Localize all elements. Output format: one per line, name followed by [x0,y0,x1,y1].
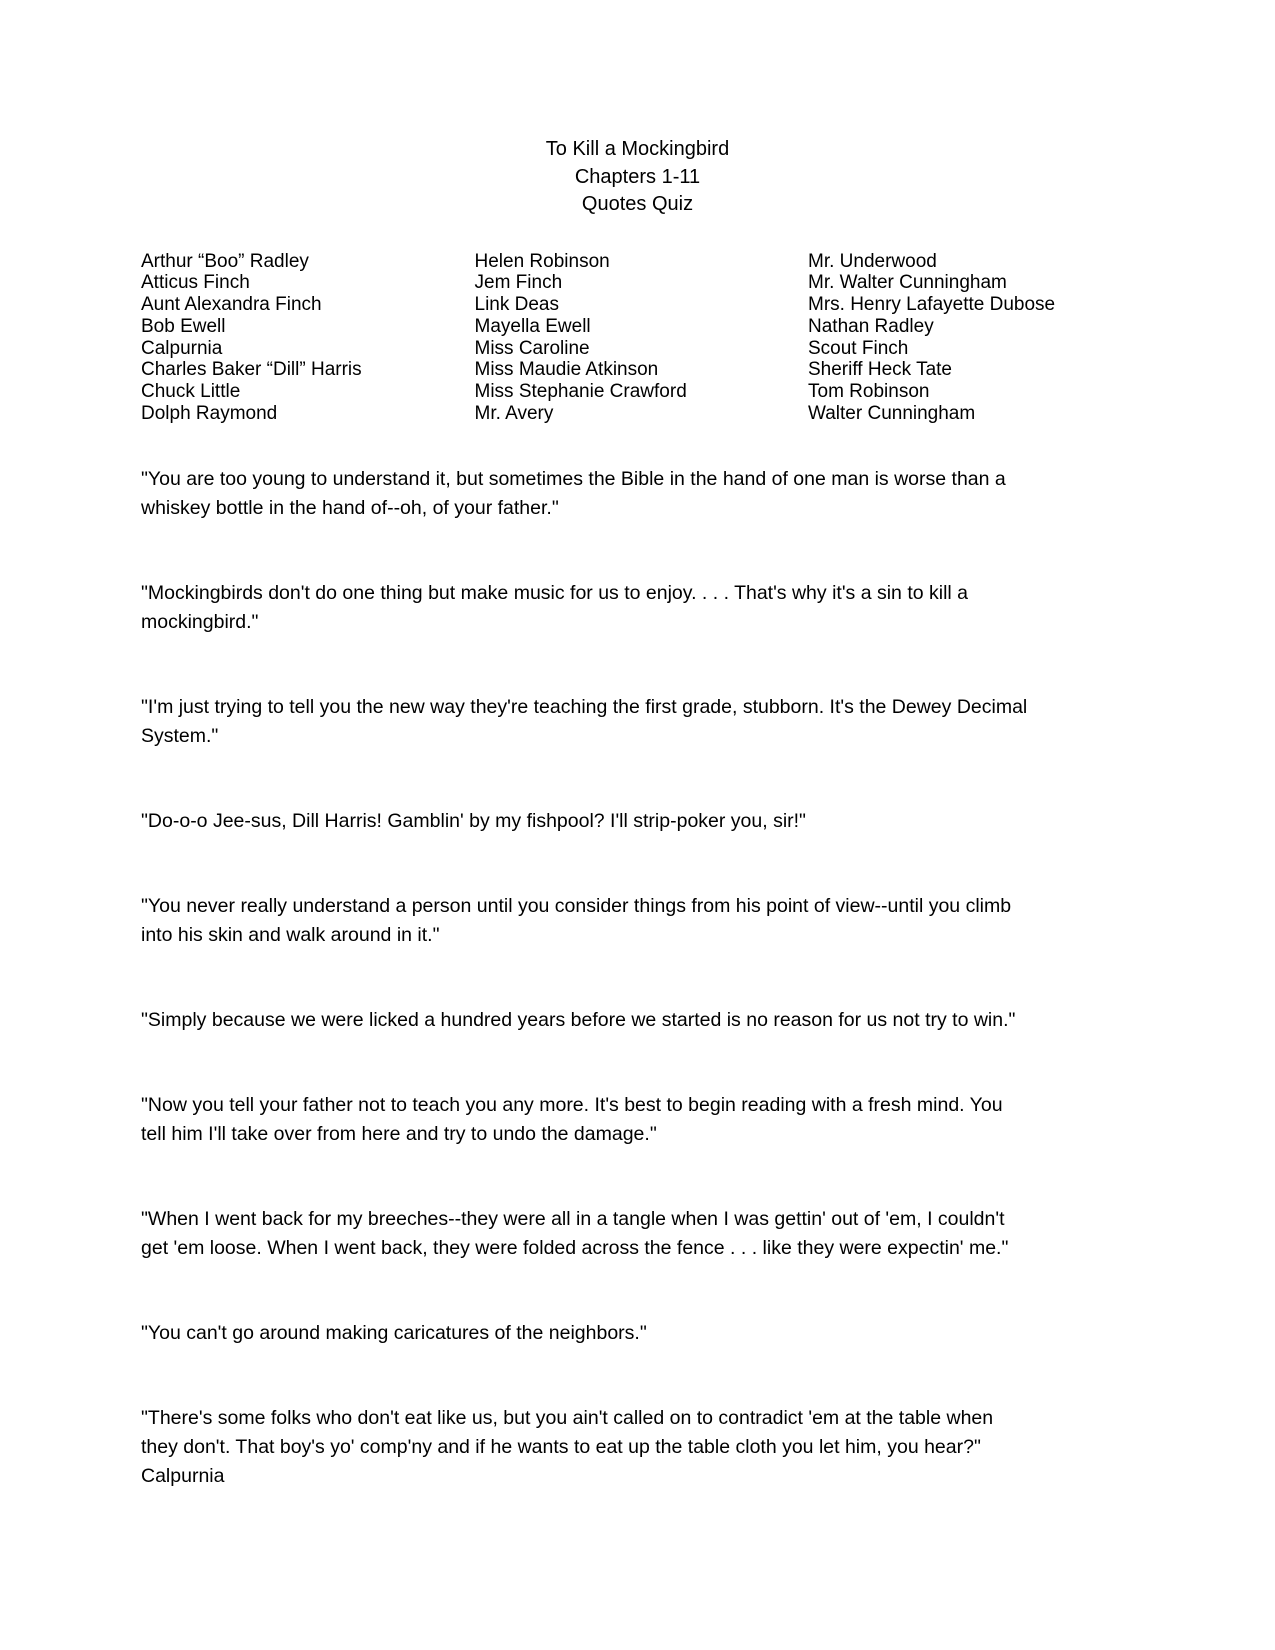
name-bank-column-2 [475,251,809,425]
quote-line: "There's some folks who don't eat like us, but you ain't called on to contradict 'em at the table when [141,1406,994,1429]
quote-paragraph [141,693,1134,751]
character-name: Link Deas [474,294,559,316]
quote-line: System." [141,724,219,747]
character-name: Mr. Avery [474,403,554,425]
quote-paragraph [141,1319,1134,1348]
character-name: Charles Baker “Dill” Harris [141,359,362,381]
quote-line: "You can't go around making caricatures of the neighbors." [141,1321,647,1344]
quote-line: they don't. That boy's yo' comp'ny and if he wants to eat up the table cloth you let him, you hear?" [141,1435,981,1458]
quote-line: "I'm just trying to tell you the new way they're teaching the first grade, stubborn. It's the Dewey Decimal [141,695,1028,718]
character-name: Dolph Raymond [141,403,278,425]
character-name: Miss Caroline [474,337,590,359]
quote-line: "Do-o-o Jee-sus, Dill Harris! Gamblin' by my fishpool? I'll strip-poker you, sir!" [141,809,806,832]
name-bank-column-1 [141,251,475,425]
character-name: Tom Robinson [808,381,930,403]
character-name-bank [141,251,1134,425]
quote-line: "Now you tell your father not to teach you any more. It's best to begin reading with a fresh mind. You [141,1093,1003,1116]
quote-paragraph [141,465,1134,523]
quote-line: "You are too young to understand it, but sometimes the Bible in the hand of one man is worse than a [141,467,1006,490]
quote-line: mockingbird." [141,610,259,633]
quotes-section [141,465,1134,1491]
quote-paragraph [141,579,1134,637]
character-name: Bob Ewell [141,315,226,337]
character-name: Walter Cunningham [808,403,976,425]
quote-line: get 'em loose. When I went back, they were folded across the fence . . . like they were expectin' me." [141,1236,1009,1259]
character-name: Mrs. Henry Lafayette Dubose [808,294,1056,316]
quote-paragraph [141,1404,1134,1491]
title-line-quiz: Quotes Quiz [581,193,694,215]
name-bank-column-3 [808,251,1142,425]
document-title [141,136,1134,219]
quote-line: Calpurnia [141,1464,225,1487]
character-name: Miss Maudie Atkinson [474,359,659,381]
character-name: Helen Robinson [474,250,610,272]
quote-paragraph [141,1205,1134,1263]
character-name: Mr. Walter Cunningham [808,272,1007,294]
character-name: Scout Finch [808,337,909,359]
title-line-book: To Kill a Mockingbird [545,138,730,160]
character-name: Mayella Ewell [474,315,591,337]
character-name: Arthur “Boo” Radley [141,250,309,272]
quote-line: tell him I'll take over from here and try to undo the damage." [141,1122,657,1145]
quote-paragraph [141,892,1134,950]
character-name: Atticus Finch [141,272,250,294]
quote-line: into his skin and walk around in it." [141,923,440,946]
quote-line: "When I went back for my breeches--they were all in a tangle when I was gettin' out of 'em, I couldn't [141,1207,1005,1230]
character-name: Calpurnia [141,337,223,359]
quote-line: "Mockingbirds don't do one thing but make music for us to enjoy. . . . That's why it's a sin to kill a [141,581,969,604]
quote-line: whiskey bottle in the hand of--oh, of your father." [141,496,559,519]
character-name: Jem Finch [474,272,563,294]
character-name: Miss Stephanie Crawford [474,381,687,403]
quote-paragraph [141,1006,1134,1035]
character-name: Nathan Radley [808,315,934,337]
quote-paragraph [141,807,1134,836]
character-name: Chuck Little [141,381,241,403]
character-name: Sheriff Heck Tate [808,359,952,381]
character-name: Aunt Alexandra Finch [141,294,322,316]
quote-paragraph [141,1091,1134,1149]
quote-line: "You never really understand a person until you consider things from his point of view--until you climb [141,894,1012,917]
title-line-chapters: Chapters 1-11 [574,165,701,188]
character-name: Mr. Underwood [808,250,937,272]
quote-line: "Simply because we were licked a hundred years before we started is no reason for us not try to win." [141,1008,1016,1031]
